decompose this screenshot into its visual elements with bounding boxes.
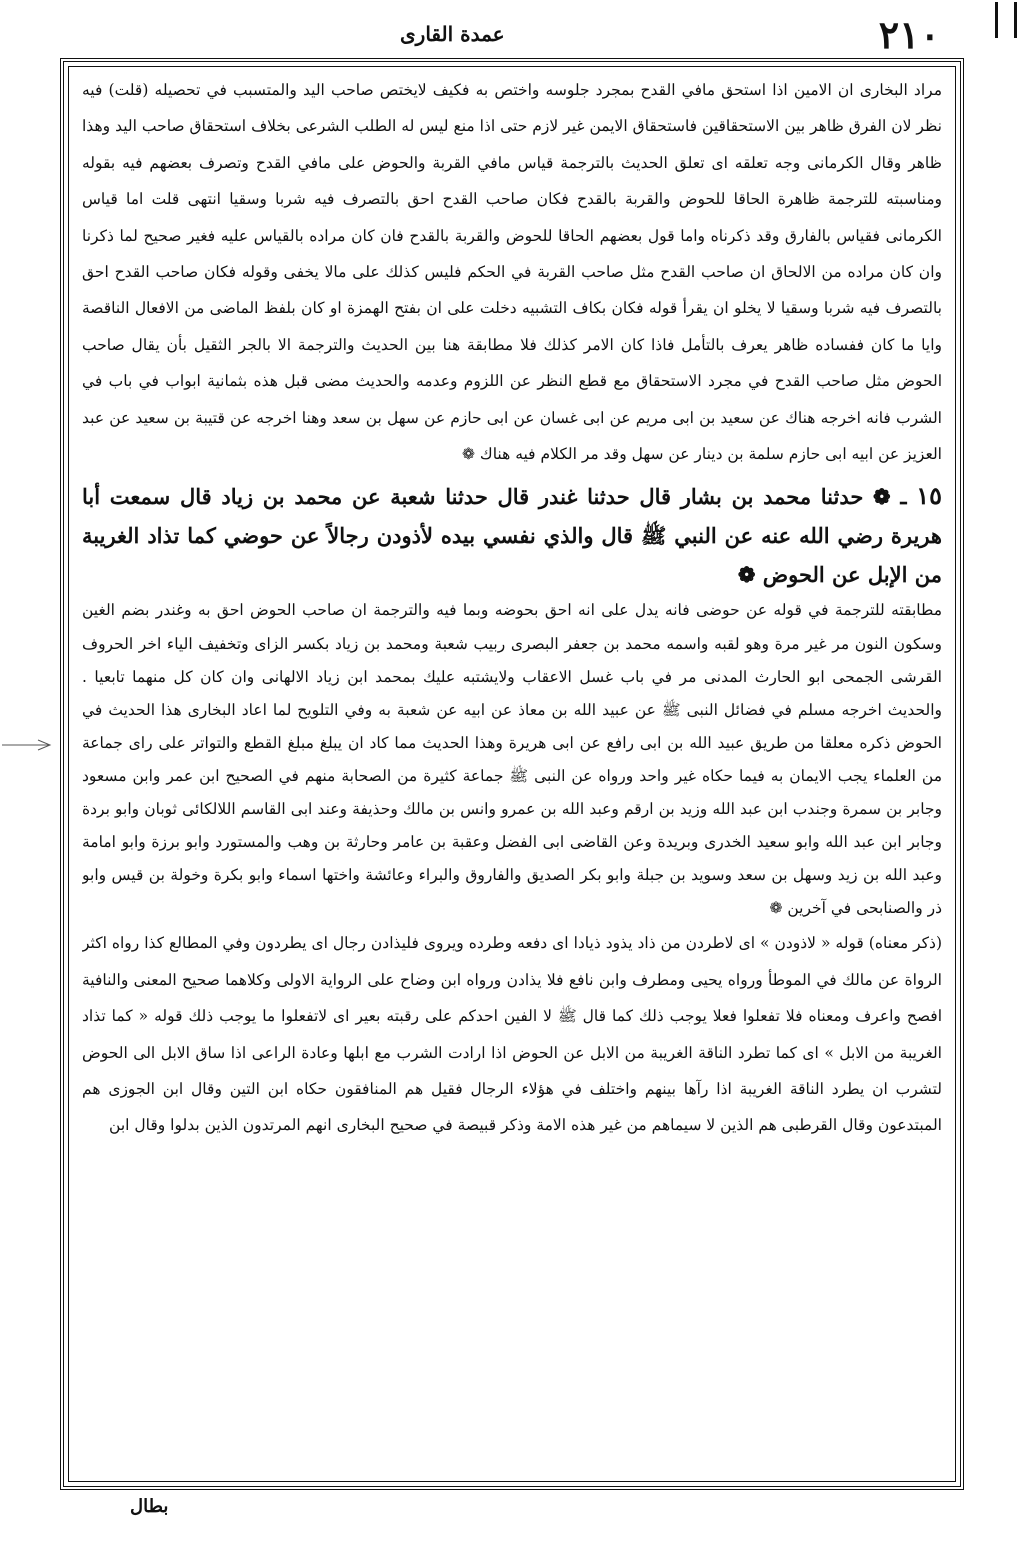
page-frame (60, 58, 964, 1490)
commentary-paragraph-top: مراد البخارى ان الامين اذا استحق مافي القدح بمجرد جلوسه واختص به فكيف لايختص صاحب اليد والمتسبب في تحصيله (قلت) فيه نظر لان الفرق ظاهر بين الاستحقاقين فاستحقاق الايمن غير لازم حتى اذا منع ليس له الطلب الشرعى بخلاف استحقاق صاحب اليد وهذا ظاهر وقال الكرمانى وجه تعلقه اى تعلق الحديث بالترجمة قياس مافي القربة والحوض على مافي القدح وتصرف بعضهم فيه بقوله ومناسبته للترجمة ظاهرة الحاقا للحوض والقربة بالقدح فكان صاحب القدح احق بالتصرف فيه شربا وسقيا انتهى قلت اما قياس الكرمانى فقياس بالفارق وقد ذكرناه واما قول بعضهم الحاقا للحوض والقربة بالقدح فان كان مراده بالقياس عليه فغير صحيح لما ذكرنا وان كان مراده من الالحاق ان صاحب القدح مثل صاحب القربة في الحكم فليس كذلك على مالا يخفى وقوله فكان صاحب القدح احق بالتصرف فيه شربا وسقيا لا يخلو ان يقرأ قوله فكان بكاف التشبيه دخلت على ان بفتح الهمزة او كان بلفظ الماضى من الافعال الناقصة وايا ما كان ففساده ظاهر يعرف بالتأمل فاذا كان الامر كذلك فلا مطابقة هنا بين الحديث والترجمة الا بالجر الثقيل بأن يقال صاحب الحوض مثل صاحب القدح في مجرد الاستحقاق مع قطع النظر عن اللزوم وعدمه والحديث مضى قبل هذه بثمانية ابواب في باب في الشرب فانه اخرجه هناك عن سعيد بن ابى مريم عن ابى غسان عن ابى حازم عن سهل بن سعد وهنا اخرجه عن قتيبة بن سعيد عن عبد العزيز عن ابيه ابى حازم سلمة بن دينار عن سهل وقد مر الكلام فيه هناك ❁ (82, 81, 942, 464)
commentary-paragraph-bottom: (ذكر معناه) قوله « لاذودن » اى لاطردن من ذاد يذود ذيادا اى دفعه وطرده ويروى فليذادن رجال اى يطردون وفي المطالع كذا رواه اكثر الرواة عن مالك في الموطأ ورواه يحيى ومطرف وابن نافع فلا يذادن ورواه ابن وضاح على الرواية الاولى وكلاهما صحيح المعنى والنافية افصح واعرف ومعناه فلا تفعلوا فعلا يوجب ذلك كما قال ﷺ لا الفين احدكم على رقبته بعير اى لاتفعلوا ما يوجب ذلك قوله « كما تذاد الغريبة من الابل » اى كما تطرد الناقة الغريبة من الابل عن الحوض اذا ارادت الشرب مع ابلها وعادة الراعى اذا ساق الابل الى الحوض لتشرب ان يطرد الناقة الغريبة اذا رآها بينهم واختلف في هؤلاء الرجال فقيل هم المنافقون حكاه ابن التين وقال ابن الجوزى هم المبتدعون وقال القرطبى هم الذين لا سيماهم من غير هذه الامة وذكر قبيصة في صحيح البخارى انهم المرتدون الذين بدلوا وقال ابن (82, 934, 942, 1135)
page-body (82, 72, 942, 1478)
top-edge-mark (995, 2, 1017, 38)
hadith-text: ❁ حدثنا محمد بن بشار قال حدثنا غندر قال حدثنا شعبة عن محمد بن زياد قال سمعت أبا هريرة رضي الله عنه عن النبي ﷺ قال والذي نفسي بيده لأذودن رجالاً عن حوضي كما تذاد الغريبة من الإبل عن الحوض ❁ (82, 484, 942, 588)
catchword: بطال (130, 1496, 169, 1517)
margin-arrow-mark (0, 738, 55, 752)
page-number: ٢١٠ (878, 11, 940, 57)
commentary-paragraph-middle: مطابقته للترجمة في قوله عن حوضى فانه يدل على انه احق بحوضه وبما فيه والترجمة ان صاحب الحوض احق به وغندر بضم الغين وسكون النون مر غير مرة وهو لقبه واسمه محمد بن جعفر البصرى ربيب شعبة ومحمد بن زياد بكسر الزاى وتخفيف الياء اخر الحروف القرشى الجمحى ابو الحارث المدنى مر في باب غسل الاعقاب ولايشتبه عليك بمحمد ابن زياد الالهانى وان كان كل منهما تابعيا . والحديث اخرجه مسلم في فضائل النبى ﷺ عن عبيد الله بن معاذ عن ابيه عن شعبة به وفي التلويح لما اعاد البخارى هذا الحديث في الحوض ذكره معلقا من طريق عبيد الله بن ابى رافع عن ابى هريرة وهذا الحديث مما كاد ان يبلغ مبلغ القطع والتواتر على راى جماعة من العلماء يجب الايمان به فيما حكاه غير واحد ورواه عن النبى ﷺ جماعة كثيرة من الصحابة منهم في الصحيح ابن عمر وابن مسعود وجابر بن سمرة وجندب ابن عبد الله وزيد بن ارقم وعبد الله بن عمرو وانس بن مالك وحذيفة وعند ابى القاسم اللالكائى ثوبان وابو بردة وجابر ابن عبد الله وابو سعيد الخدرى وبريدة وعن القاضى ابى الفضل وعقبة بن عامر وحارثة بن وهب والمستورد وابو برزة وابو امامة وعبد الله بن زيد وسهل بن سعد وسويد بن جبلة وابو بكر الصديق والفاروق والبراء وعائشة واختها اسماء وابو بكرة وخولة بن قيس وابو ذر والصنابحى في آخرين ❁ (82, 601, 942, 918)
running-title: عمدة القارى (400, 22, 505, 46)
hadith-number: ١٥ (916, 481, 942, 511)
hadith-dash: ـ (890, 484, 907, 510)
hadith-block (82, 476, 942, 594)
page-header (60, 11, 960, 57)
